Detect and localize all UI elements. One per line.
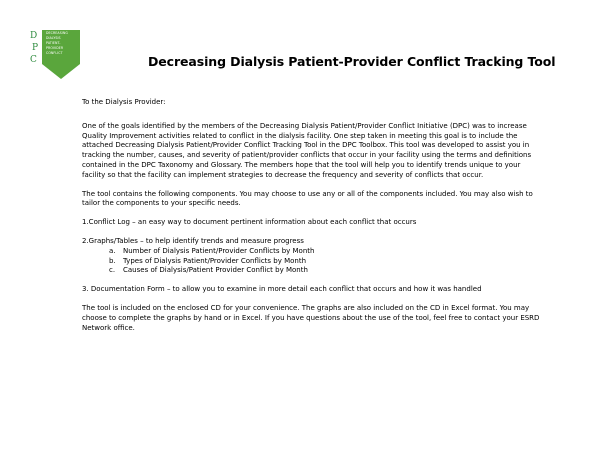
logo-letter-c: C	[30, 55, 37, 65]
closing-paragraph: The tool is included on the enclosed CD for your convenience. The graphs are also included on the CD in Excel format. You may choose to complete the graphs by hand or in Excel. If you have questions about the use of the tool, feel free to contact your ESRD Network office.	[82, 303, 540, 332]
list-item	[109, 266, 542, 276]
list-item	[109, 257, 542, 267]
logo-letter-p: P	[32, 43, 39, 53]
list-item-text: Causes of Dialysis/Patient Provider Conflict by Month	[123, 266, 308, 275]
logo-word: PROVIDER	[46, 46, 64, 50]
logo-word: CONFLICT	[46, 51, 63, 55]
list-marker: c.	[109, 266, 116, 275]
component-graphs-tables: 2.Graphs/Tables – to help identify trends and measure progress	[82, 236, 304, 245]
logo-words	[46, 31, 76, 56]
list-marker: b.	[109, 256, 116, 265]
components-intro-paragraph: The tool contains the following components. You may choose to use any or all of the components included. You may also wish to tailor the components to your specific needs.	[82, 189, 533, 208]
logo-letters	[30, 30, 42, 66]
graphs-sublist	[82, 247, 542, 276]
salutation: To the Dialysis Provider:	[82, 98, 166, 106]
logo-word: DECREASING	[46, 31, 68, 35]
component-conflict-log: 1.Conflict Log – an easy way to document pertinent information about each conflict that occurs	[82, 218, 417, 227]
letter-body	[82, 98, 542, 333]
logo-letter-d: D	[30, 31, 38, 41]
list-item-text: Types of Dialysis Patient/Provider Conflicts by Month	[123, 256, 307, 265]
dpc-logo	[30, 30, 105, 80]
logo-word: PATIENT-	[46, 41, 61, 45]
page-title: Decreasing Dialysis Patient-Provider Conflict Tracking Tool	[148, 54, 556, 69]
list-item	[109, 247, 542, 257]
component-documentation-form: 3. Documentation Form – to allow you to examine in more detail each conflict that occurs and how it was handled	[82, 285, 482, 294]
list-marker: a.	[109, 246, 116, 255]
logo-word: DIALYSIS	[46, 36, 61, 40]
intro-paragraph: One of the goals identified by the members of the Decreasing Dialysis Patient/Provider Conflict Initiative (DPC) was to increase Quality Improvement activities related to conflict in the dialysis facility. One step taken in meeting this goal is to include the attached Decreasing Dialysis Patient/Provider Conflict Tracking Tool in the DPC Toolbox. This tool was developed to assist you in tracking the number, causes, and severity of patient/provider conflicts that occur in your facility using the terms and definitions contained in the DPC Taxonomy and Glossary. The members hope that the tool will help you to identify trends unique to your facility so that the facility can implement strategies to decrease the frequency and severity of conflicts that occur.	[82, 121, 532, 179]
list-item-text: Number of Dialysis Patient/Provider Conflicts by Month	[123, 246, 315, 255]
